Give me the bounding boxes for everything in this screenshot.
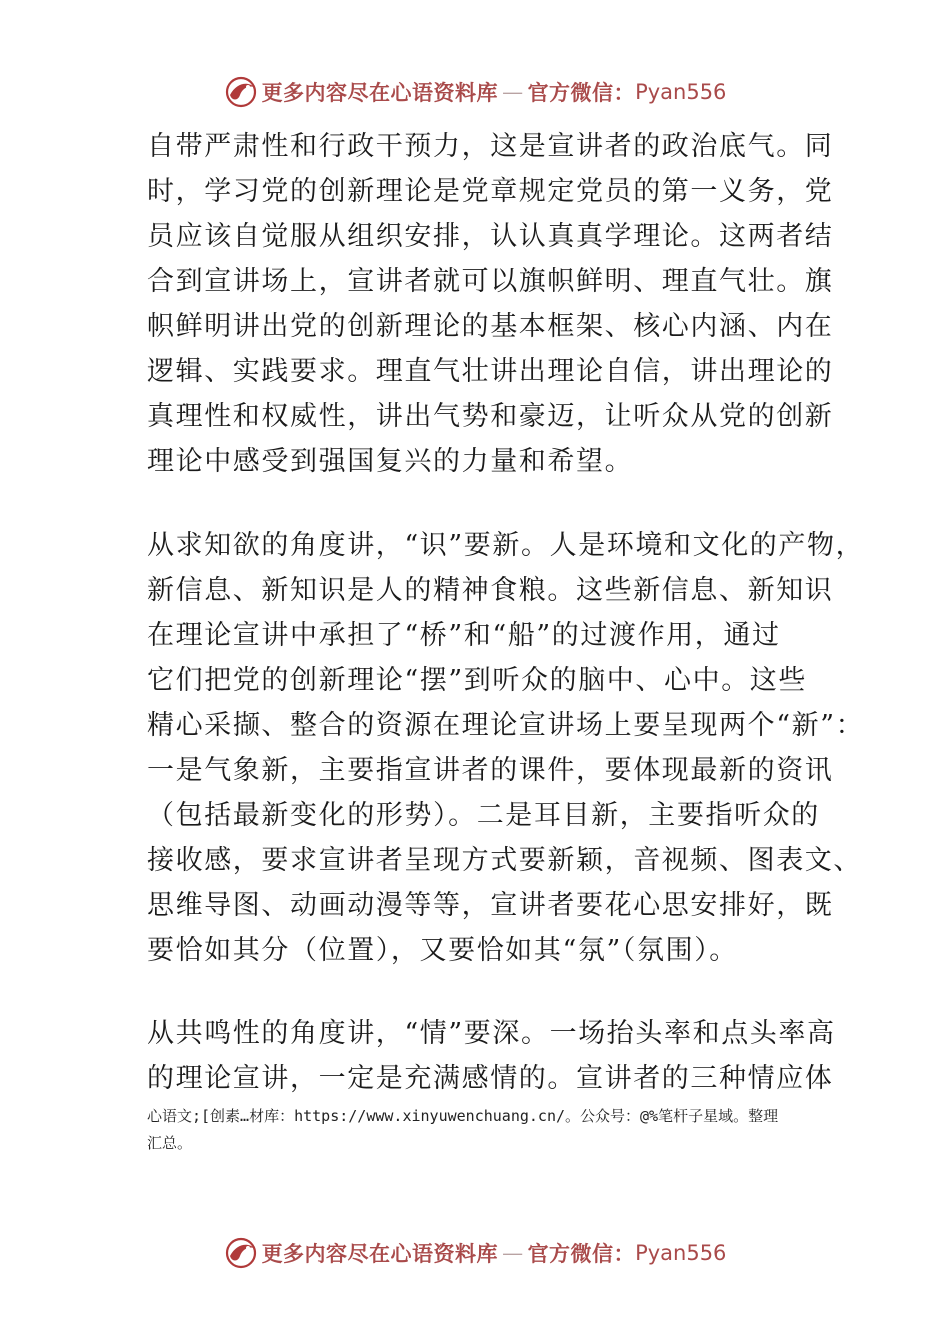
text-line: （包括最新变化的形势）。二是耳目新，主要指听众的 xyxy=(147,800,820,831)
text-line: 自带严肃性和行政干预力，这是宣讲者的政治底气。同 xyxy=(147,131,834,162)
source-note xyxy=(147,1103,827,1157)
text-line: 要恰如其分（位置），又要恰如其“氛”（氛围）。 xyxy=(147,935,738,966)
text-line: 在理论宣讲中承担了“桥”和“船”的过渡作用，通过 xyxy=(147,620,781,651)
watermark-handle: Pyan556 xyxy=(635,80,727,104)
watermark-title: 更多内容尽在心语资料库 xyxy=(261,1241,499,1266)
text-line: 思维导图、动画动漫等等，宣讲者要花心思安排好，既 xyxy=(147,890,834,921)
text-line: 接收感，要求宣讲者呈现方式要新颖，音视频、图表文、 xyxy=(147,845,862,876)
text-line: 精心采撷、整合的资源在理论宣讲场上要呈现两个“新”： xyxy=(147,710,865,741)
text-line: 新信息、新知识是人的精神食粮。这些新信息、新知识 xyxy=(147,575,834,606)
text-line: 的理论宣讲，一定是充满感情的。宣讲者的三种情应体 xyxy=(147,1063,834,1094)
text-line: 帜鲜明讲出党的创新理论的基本框架、核心内涵、内在 xyxy=(147,311,834,342)
header-watermark xyxy=(0,72,950,112)
watermark-handle-label: 官方微信： xyxy=(527,1241,636,1266)
footer-watermark xyxy=(0,1233,950,1273)
text-line: 真理性和权威性，讲出气势和豪迈，让听众从党的创新 xyxy=(147,401,834,432)
text-line: 一是气象新，主要指宣讲者的课件，要体现最新的资讯 xyxy=(147,755,834,786)
text-line: 理论中感受到强国复兴的力量和希望。 xyxy=(147,446,634,477)
text-line: 时，学习党的创新理论是党章规定党员的第一义务，党 xyxy=(147,176,834,207)
red-bird-seal-icon xyxy=(224,1236,258,1270)
red-bird-seal-icon xyxy=(224,75,258,109)
watermark-separator: — xyxy=(502,1241,524,1265)
text-line: 从求知欲的角度讲，“识”要新。人是环境和文化的产物， xyxy=(147,530,865,561)
source-note-line: 心语文;[创素…材库：https://www.xinyuwenchuang.cn/。公众号：@%笔杆子星域。整理 xyxy=(147,1107,779,1125)
source-note-line: 汇总。 xyxy=(147,1134,193,1152)
text-line: 它们把党的创新理论“摆”到听众的脑中、心中。这些 xyxy=(147,665,808,696)
watermark-handle-label: 官方微信： xyxy=(527,80,636,105)
watermark-title: 更多内容尽在心语资料库 xyxy=(261,80,499,105)
watermark-separator: — xyxy=(502,80,524,104)
text-line: 员应该自觉服从组织安排，认认真真学理论。这两者结 xyxy=(147,221,834,252)
text-line: 合到宣讲场上，宣讲者就可以旗帜鲜明、理直气壮。旗 xyxy=(147,266,834,297)
watermark-handle: Pyan556 xyxy=(635,1241,727,1265)
text-line: 逻辑、实践要求。理直气壮讲出理论自信，讲出理论的 xyxy=(147,356,834,387)
text-line: 从共鸣性的角度讲，“情”要深。一场抬头率和点头率高 xyxy=(147,1018,836,1049)
